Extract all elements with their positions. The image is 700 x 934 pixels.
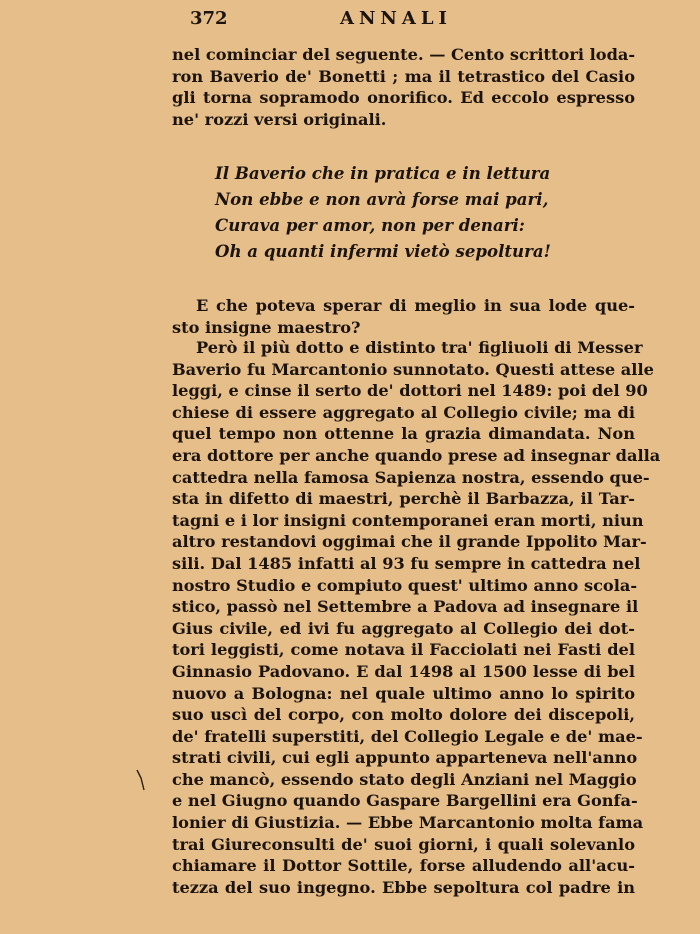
text-line: Gius civile, ed ivi fu aggregato al Collegio dei dot-	[172, 618, 635, 638]
text-line: sto insigne maestro?	[172, 317, 361, 337]
text-line: gli torna sopramodo onorifico. Ed eccolo espresso	[172, 88, 635, 108]
text-line: altro restandovi oggimai che il grande Ippolito Mar-	[172, 532, 647, 552]
text-line: che mancò, essendo stato degli Anziani nel Maggio	[172, 769, 637, 789]
text-line: ne' rozzi versi originali.	[172, 109, 387, 129]
text-line: chiamare il Dottor Sottile, forse alludendo all'acu-	[172, 856, 635, 876]
text-line: nostro Studio e compiuto quest' ultimo anno scola-	[172, 575, 638, 595]
page-header	[0, 6, 700, 32]
verse-line: Non ebbe e non avrà forse mai pari,	[215, 189, 549, 209]
running-head: ANNALI	[340, 8, 452, 29]
text-line: de' fratelli superstiti, del Collegio Legale e de' mae-	[172, 726, 643, 746]
text-line: suo uscì del corpo, con molto dolore dei discepoli,	[172, 705, 635, 725]
paragraph-2	[172, 295, 635, 338]
text-line: nel cominciar del seguente. — Cento scrittori loda-	[172, 45, 636, 64]
verse-quatrain	[215, 160, 615, 264]
text-line: ron Baverio de' Bonetti ; ma il tetrastico del Casio	[172, 66, 635, 86]
text-line: chiese di essere aggregato al Collegio civile; ma di	[172, 402, 635, 422]
text-line: strati civili, cui egli appunto apparteneva nell'anno	[172, 748, 638, 768]
paragraph-3	[172, 337, 661, 898]
text-line: E che poteva sperar di meglio in sua lode que-	[196, 296, 635, 315]
page-number: 372	[190, 8, 228, 29]
text-line: stico, passò nel Settembre a Padova ad insegnare il	[172, 597, 639, 617]
text-line: lonier di Giustizia. — Ebbe Marcantonio molta fama	[172, 813, 644, 833]
text-line: Però il più dotto e distinto tra' figliuoli di Messer	[196, 338, 643, 357]
text-line: trai Giureconsulti de' suoi giorni, i quali solevanlo	[172, 834, 635, 854]
text-line: sili. Dal 1485 infatti al 93 fu sempre in cattedra nel	[172, 553, 641, 573]
text-line: tori leggisti, come notava il Facciolati nei Fasti del	[172, 640, 635, 660]
text-line: leggi, e cinse il serto de' dottori nel 1489: poi del 90	[172, 381, 648, 401]
text-line: tagni e i lor insigni contemporanei eran morti, niun	[172, 510, 644, 530]
verse-line: Oh a quanti infermi vietò sepoltura!	[215, 241, 551, 261]
verse-line: Curava per amor, non per denari:	[215, 215, 525, 235]
paragraph-1	[172, 44, 635, 130]
text-line: cattedra nella famosa Sapienza nostra, essendo que-	[172, 467, 650, 487]
text-line: e nel Giugno quando Gaspare Bargellini era Gonfa-	[172, 791, 638, 811]
text-line: quel tempo non ottenne la grazia dimandata. Non	[172, 424, 635, 444]
text-line: era dottore per anche quando prese ad insegnar dalla	[172, 445, 661, 465]
text-line: Baverio fu Marcantonio sunnotato. Questi attese alle	[172, 359, 654, 379]
text-line: sta in difetto di maestri, perchè il Barbazza, il Tar-	[172, 489, 635, 509]
margin-pencil-mark	[135, 768, 147, 792]
text-line: nuovo a Bologna: nel quale ultimo anno lo spirito	[172, 683, 635, 703]
text-line: tezza del suo ingegno. Ebbe sepoltura col padre in	[172, 877, 635, 897]
text-line: Ginnasio Padovano. E dal 1498 al 1500 lesse di bel	[172, 661, 635, 681]
verse-line: Il Baverio che in pratica e in lettura	[215, 163, 551, 183]
